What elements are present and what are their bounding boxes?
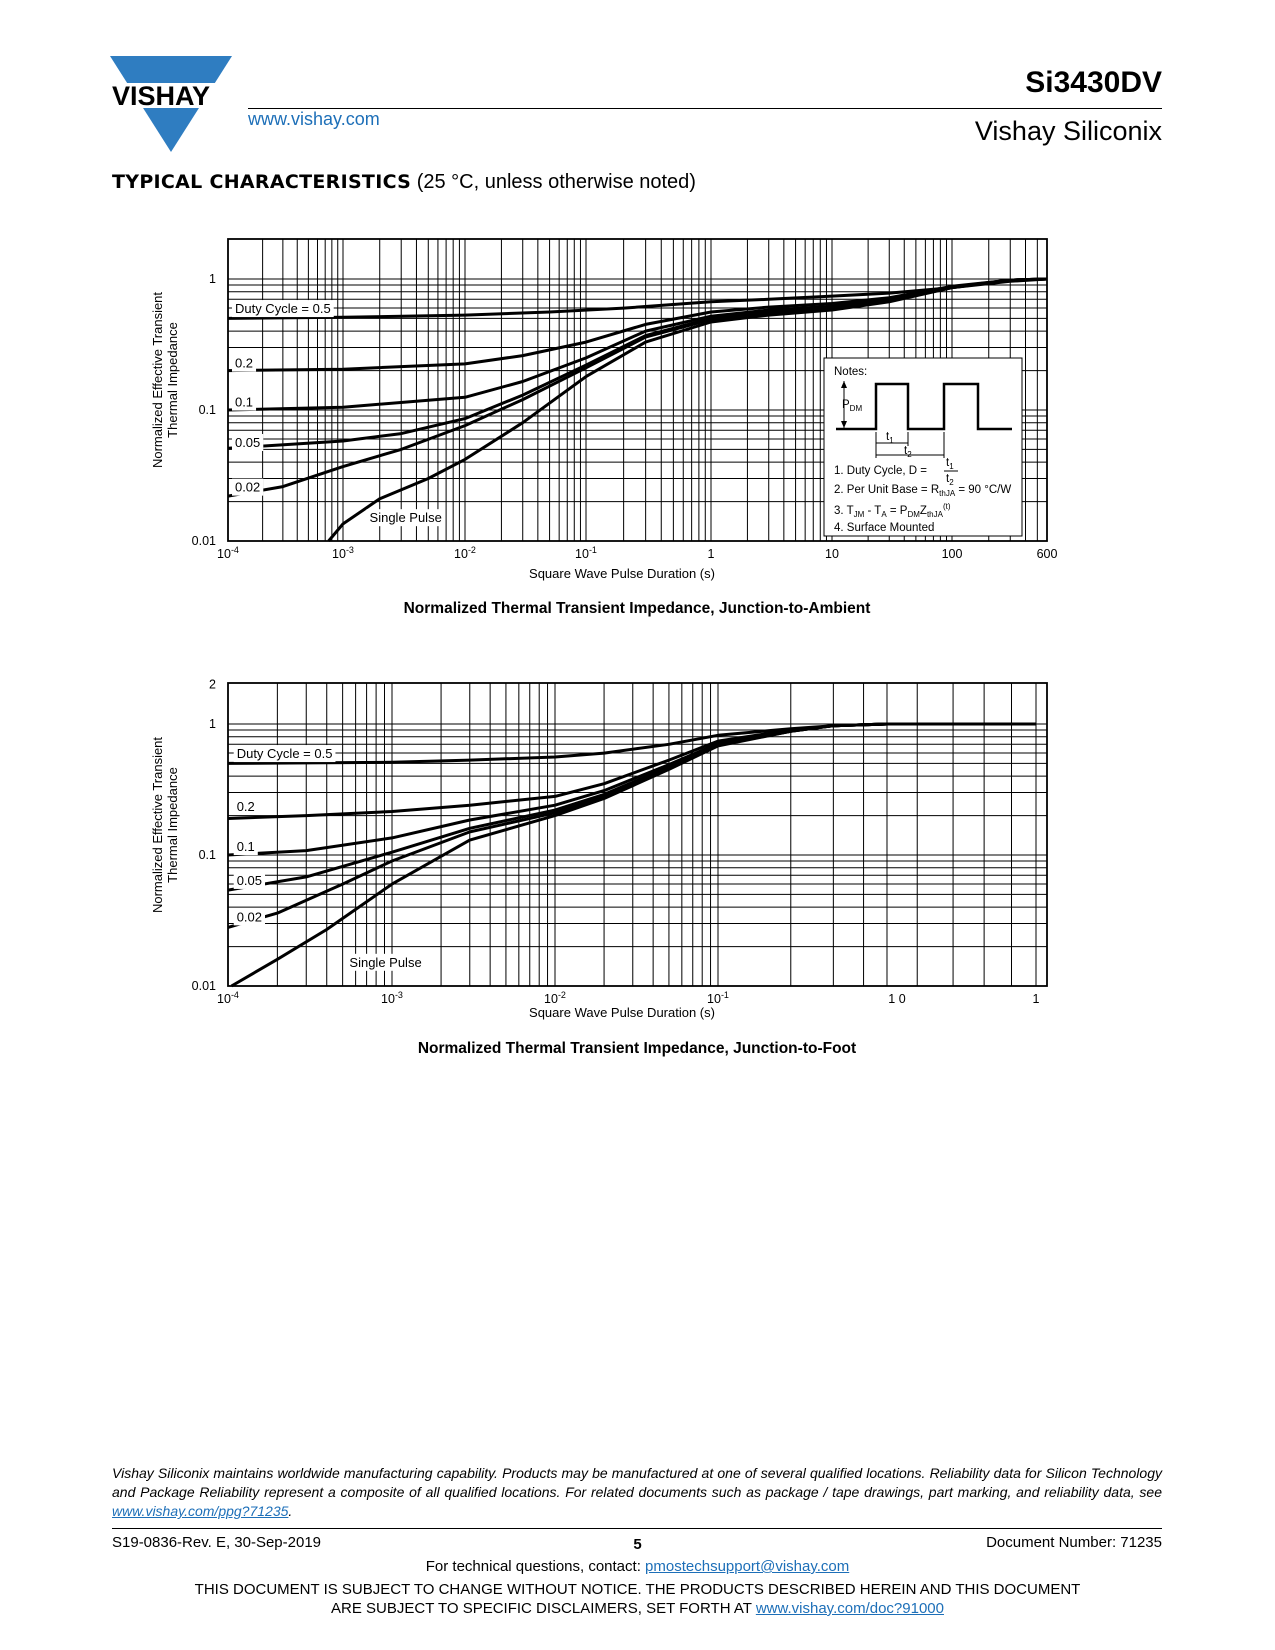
series-label-4: 0.02 (236, 909, 263, 925)
part-number: Si3430DV (1025, 66, 1162, 99)
y-tick-label-0: 0.01 (191, 979, 216, 993)
document-number: Document Number: 71235 (986, 1534, 1162, 1551)
x-tick-label-3: $10^{-1}$ (707, 990, 729, 1006)
disclaimer-link[interactable]: www.vishay.com/ppg?71235 (112, 1503, 289, 1519)
series-line-2 (228, 724, 1036, 855)
t1-label: $t_1$ (886, 431, 894, 445)
section-title: TYPICAL CHARACTERISTICS (112, 171, 412, 193)
x-tick-label-7: 600 (1036, 547, 1058, 561)
series-line-1 (228, 724, 1036, 819)
series-line-4 (228, 724, 1036, 927)
series-label-1: 0.2 (234, 355, 254, 371)
brand-name: Vishay Siliconix (974, 116, 1162, 146)
chart-title: Normalized Thermal Transient Impedance, Junction-to-Ambient (403, 600, 871, 617)
vishay-logo (110, 56, 232, 152)
y-tick-label-2: 1 (209, 272, 216, 286)
series-label-3: 0.05 (236, 872, 263, 888)
series-label-5: Single Pulse (349, 954, 422, 970)
y-axis-label-line2: Thermal Impedance (165, 322, 180, 438)
note-duty-cycle: 1. Duty Cycle, D = (834, 465, 927, 477)
x-tick-label-5: 1 (1032, 992, 1040, 1006)
fraction-t2: $t_2$ (946, 473, 954, 487)
revision: S19-0836-Rev. E, 30-Sep-2019 (112, 1534, 322, 1551)
x-tick-label-6: 100 (941, 547, 963, 561)
disclaimer (112, 1464, 1162, 1521)
notice-line1: THIS DOCUMENT IS SUBJECT TO CHANGE WITHOUT NOTICE. THE PRODUCTS DESCRIBED HEREIN AND THIS DOCUMENT (194, 1581, 1081, 1598)
x-tick-label-1: $10^{-3}$ (381, 990, 403, 1006)
y-tick-label-3: 2 (209, 677, 216, 692)
x-tick-label-4: 1 (707, 547, 715, 561)
fraction-t1: $t_1$ (946, 457, 954, 471)
x-tick-label-1: $10^{-3}$ (332, 545, 354, 561)
chart-junction-to-foot (0, 660, 1275, 1060)
y-tick-label-1: 0.1 (198, 403, 216, 417)
legal-notice (0, 1580, 1275, 1618)
notice-line2-wrap (0, 1599, 1275, 1618)
contact (0, 1558, 1275, 1575)
x-tick-label-2: $10^{-2}$ (544, 990, 566, 1006)
footer-rule (112, 1528, 1162, 1529)
contact-text: For technical questions, contact: (425, 1558, 646, 1575)
x-tick-label-2: $10^{-2}$ (454, 545, 476, 561)
y-tick-label-0: 0.01 (191, 534, 216, 548)
contact-email[interactable]: pmostechsupport@vishay.com (645, 1558, 850, 1575)
series-label-3: 0.05 (234, 434, 261, 450)
x-tick-label-3: $10^{-1}$ (575, 545, 597, 561)
x-tick-label-5: 10 (825, 547, 839, 561)
series-label-5: Single Pulse (369, 510, 442, 526)
notes-heading: Notes: (834, 366, 868, 378)
notice-line2: ARE SUBJECT TO SPECIFIC DISCLAIMERS, SET FORTH AT (331, 1600, 756, 1617)
note-per-unit-base: 2. Per Unit Base = $R_{thJA} = 90$ °C/W (834, 484, 1012, 498)
series-label-2: 0.1 (234, 394, 254, 410)
chart-title: Normalized Thermal Transient Impedance, Junction-to-Foot (417, 1040, 857, 1057)
notice-link[interactable]: www.vishay.com/doc?91000 (755, 1600, 944, 1617)
section-subtitle: (25 °C, unless otherwise noted) (416, 171, 696, 193)
series-label-4: 0.02 (234, 479, 261, 495)
note-tjm: 3. $T_{JM} - T_A = P_{DM}Z_{thJA}^{(t)}$ (834, 502, 951, 519)
series-label-1: 0.2 (236, 798, 255, 814)
series-label-2: 0.1 (236, 839, 255, 855)
disclaimer-text: Vishay Siliconix maintains worldwide manufacturing capability. Products may be manufactured at one of several qualified locations. Reliability data for Silicon Technology and Package Reliability represent a composite of all qualified locations. For related documents such as package / tape drawings, part marking, and reliability data, see (112, 1465, 1162, 1500)
y-axis-label-line1: Normalized Effective Transient (150, 736, 165, 914)
section-heading (112, 171, 696, 194)
header-rule (248, 108, 1162, 109)
site-link[interactable]: www.vishay.com (248, 109, 380, 129)
plot-frame (228, 683, 1047, 986)
series-label-0: Duty Cycle = 0.5 (236, 746, 333, 762)
t2-label: $t_2$ (904, 445, 912, 459)
pdm-label: $P_{DM}$ (842, 399, 863, 413)
x-tick-label-0: $10^{-4}$ (217, 545, 239, 561)
y-tick-label-2: 1 (209, 717, 216, 731)
note-surface-mounted: 4. Surface Mounted (834, 522, 935, 534)
x-axis-label: Square Wave Pulse Duration (s) (529, 566, 715, 581)
y-tick-label-1: 0.1 (198, 848, 216, 862)
chart-junction-to-ambient (0, 210, 1275, 630)
disclaimer-end: . (288, 1503, 293, 1519)
x-tick-label-4: 1 0 (888, 992, 906, 1006)
series-label-0: Duty Cycle = 0.5 (234, 301, 331, 317)
x-axis-label: Square Wave Pulse Duration (s) (529, 1005, 715, 1020)
svg-text:VISHAY: VISHAY (112, 81, 211, 111)
x-tick-label-0: $10^{-4}$ (217, 990, 239, 1006)
notes-box (824, 358, 1022, 536)
page-number: 5 (633, 1536, 642, 1553)
y-axis-label-line2: Thermal Impedance (165, 767, 180, 883)
y-axis-label-line1: Normalized Effective Transient (150, 291, 165, 469)
